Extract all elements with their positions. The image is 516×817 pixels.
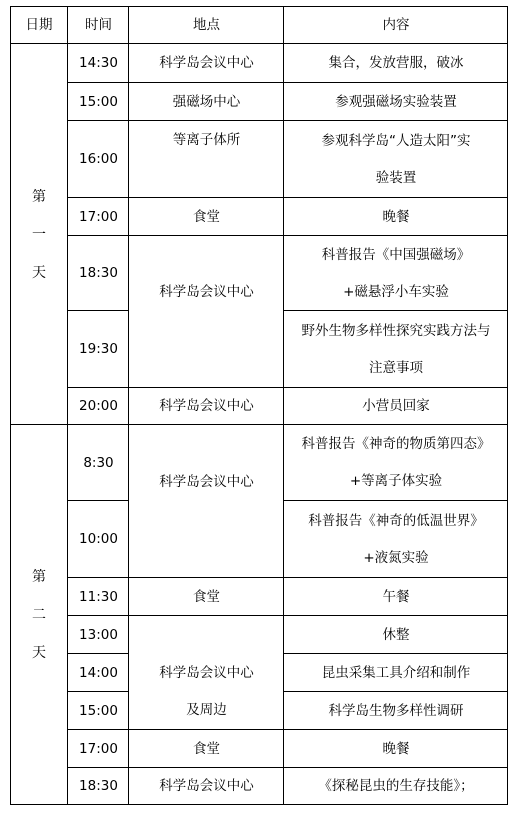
day1-location: 食堂 <box>193 208 220 225</box>
day1-time: 14:30 <box>79 55 118 71</box>
header-time: 时间 <box>85 16 112 33</box>
day1-content <box>284 236 508 311</box>
day2-location <box>129 654 284 730</box>
day1-label <box>10 44 68 425</box>
content-line: 科普报告《神奇的低温世界》 <box>308 512 484 529</box>
day1-label-char: 第 <box>32 188 46 205</box>
day1-label-char: 一 <box>32 226 46 243</box>
day2-content: 昆虫采集工具介绍和制作 <box>321 664 471 681</box>
day1-location: 等离子体所 <box>172 131 241 148</box>
day1-label-char: 天 <box>32 264 46 281</box>
day2-time: 8:30 <box>83 454 114 471</box>
header-location: 地点 <box>193 16 220 33</box>
day2-time: 11:30 <box>79 588 118 605</box>
content-line: +等离子体实验 <box>349 473 443 489</box>
day1-location: 科学岛会议中心 <box>159 55 254 71</box>
day1-time: 15:00 <box>79 93 118 110</box>
content-line: +液氮实验 <box>363 549 429 566</box>
day2-location: 食堂 <box>193 588 220 605</box>
content-line: 野外生物多样性探究实践方法与 <box>301 322 491 339</box>
location-line: 科学岛会议中心 <box>159 665 254 681</box>
day1-content: 参观强磁场实验装置 <box>335 93 457 110</box>
header-content: 内容 <box>382 16 410 33</box>
day2-label <box>10 425 68 805</box>
day2-content <box>284 425 508 501</box>
day1-location: 科学岛会议中心 <box>159 283 254 300</box>
day2-label-char: 天 <box>32 645 46 661</box>
day1-content <box>284 121 508 198</box>
day1-content: 小营员回家 <box>362 398 430 414</box>
day2-location: 科学岛会议中心 <box>159 778 254 794</box>
day1-time: 16:00 <box>79 151 118 167</box>
day1-location: 科学岛会议中心 <box>159 398 254 414</box>
day1-content: 集合，发放营服，破冰 <box>328 55 464 71</box>
day1-time: 17:00 <box>79 208 118 225</box>
day2-content <box>284 501 508 578</box>
day2-content: 晚餐 <box>382 740 410 757</box>
day2-content: 午餐 <box>382 588 410 605</box>
day1-time: 18:30 <box>79 265 118 281</box>
day2-time: 13:00 <box>79 626 118 643</box>
content-line: +磁悬浮小车实验 <box>343 283 449 300</box>
content-line: 参观科学岛“人造太阳”实 <box>321 132 471 149</box>
content-line: 科普报告《神奇的物质第四态》 <box>301 436 491 452</box>
day2-content: 休整 <box>382 626 410 643</box>
day2-content: 《探秘昆虫的生存技能》； <box>318 778 474 794</box>
day1-time: 20:00 <box>79 398 118 414</box>
day2-content: 科学岛生物多样性调研 <box>328 702 464 719</box>
day2-label-char: 二 <box>32 607 46 623</box>
day2-time: 14:00 <box>79 664 118 681</box>
day2-time: 10:00 <box>79 531 118 547</box>
day2-label-char: 第 <box>32 569 46 585</box>
day2-time: 17:00 <box>79 740 118 757</box>
day1-content: 晚餐 <box>382 208 410 225</box>
day2-time: 15:00 <box>79 702 118 719</box>
day1-time: 19:30 <box>79 341 118 357</box>
content-line: 科普报告《中国强磁场》 <box>321 246 471 263</box>
content-line: 注意事项 <box>369 359 423 376</box>
content-line: 验装置 <box>375 169 417 186</box>
day2-location: 科学岛会议中心 <box>159 473 254 490</box>
day1-content <box>284 311 508 388</box>
location-line: 及周边 <box>186 702 227 718</box>
day2-time: 18:30 <box>79 778 118 794</box>
header-date: 日期 <box>25 16 53 33</box>
day1-location: 强磁场中心 <box>172 93 241 110</box>
day2-location: 食堂 <box>193 740 220 757</box>
